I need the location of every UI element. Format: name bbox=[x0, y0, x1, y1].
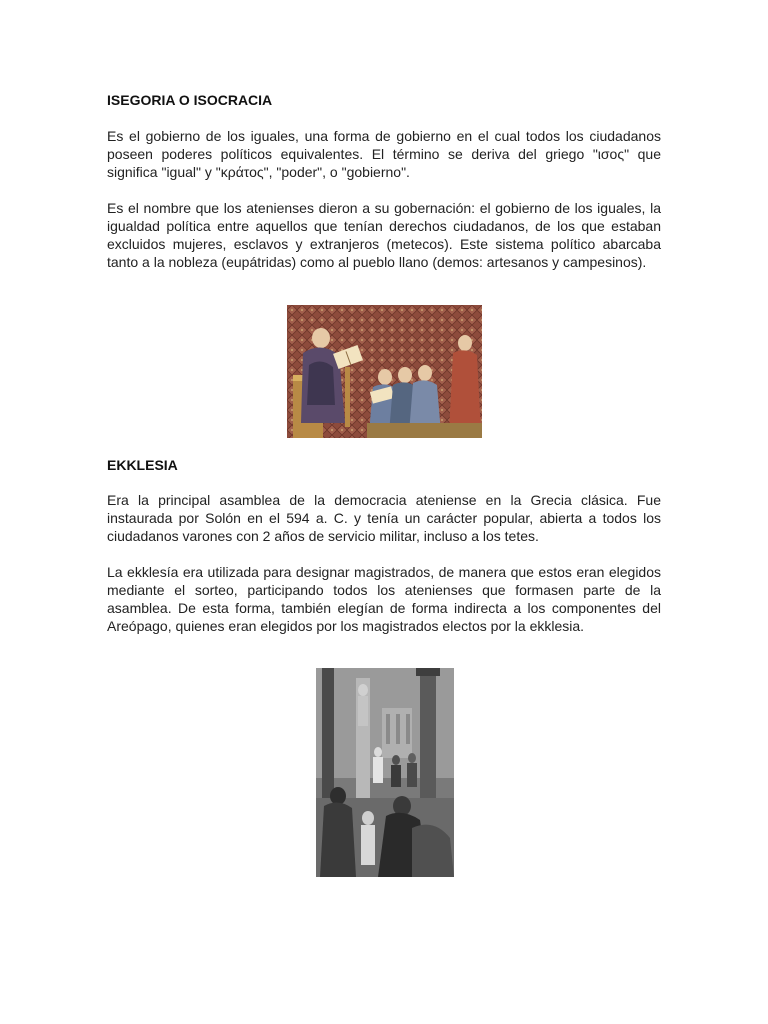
medieval-teaching-illustration bbox=[287, 305, 482, 438]
section-heading-isegoria: ISEGORIA O ISOCRACIA bbox=[107, 92, 273, 108]
isegoria-paragraph-1: Es el gobierno de los iguales, una forma de gobierno en el cual todos los ciudadanos poseen poderes políticos equivalentes. El término se deriva del griego "ισος" que significa "igual" y "κράτος", "poder", o "gobierno". bbox=[107, 128, 661, 180]
section-heading-ekklesia: EKKLESIA bbox=[107, 457, 178, 473]
ekklesia-paragraph-1: Era la principal asamblea de la democracia ateniense en la Grecia clásica. Fue instaurada por Solón en el 594 a. C. y tenía un carácter popular, abierta a todos los ciudadanos varones con 2 años de servicio militar, incluso a los tetes. bbox=[107, 492, 661, 544]
greek-assembly-engraving bbox=[316, 668, 454, 877]
isegoria-paragraph-2: Es el nombre que los atenienses dieron a su gobernación: el gobierno de los iguales, la igualdad política entre aquellos que tenían derechos ciudadanos, de los que estaban excluidos mujeres, esclavos y extranjeros (metecos). Este sistema político abarcaba tanto a la nobleza (eupátridas) como al pueblo llano (demos: artesanos y campesinos). bbox=[107, 200, 661, 270]
ekklesia-paragraph-2: La ekklesía era utilizada para designar magistrados, de manera que estos eran elegidos mediante el sorteo, participando todos los atenienses que formasen parte de la asamblea. De esta forma, también elegían de forma indirecta a los componentes del Areópago, quienes eran elegidos por los magistrados electos por la ekklesia. bbox=[107, 564, 661, 634]
